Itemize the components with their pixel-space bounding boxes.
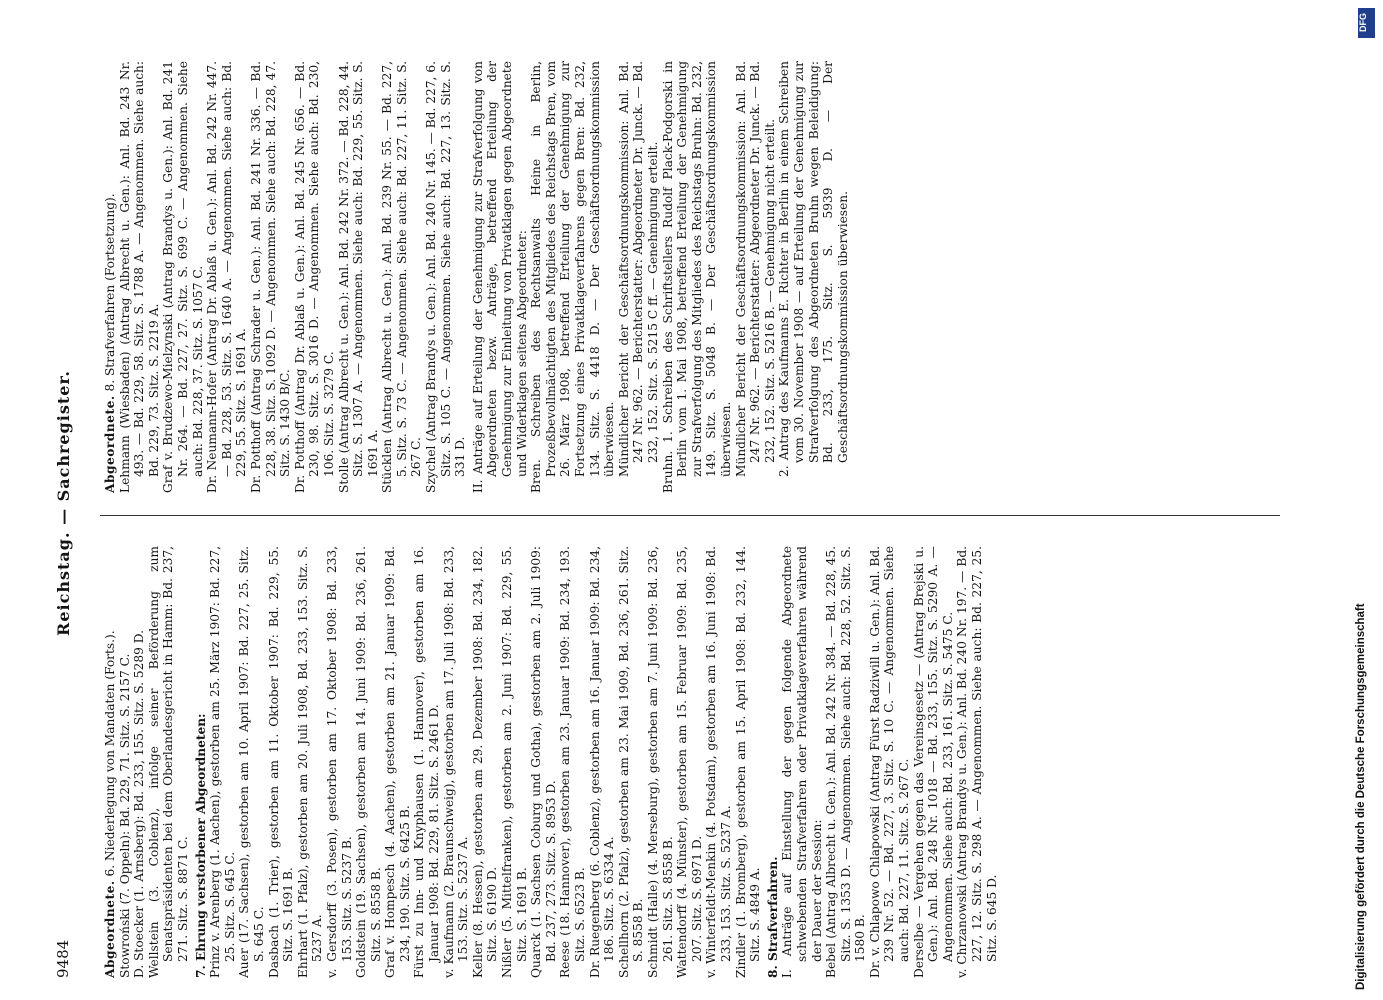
entry: Quarck (1. Sachsen Coburg und Gotha), gestorben am 2. Juli 1909: Bd. 237, 273. Sitz. S. 8953 D. <box>529 546 558 978</box>
entry: Dr. Neumann-Hofer (Antrag Dr. Ablaß u. Gen.): Anl. Bd. 242 Nr. 447. — Bd. 228, 53. Sitz. S. 1640 A. — Angenommen. Siehe auch: Bd. 229, 55. Sitz. S. 1691 A. <box>205 61 249 493</box>
entry: Bruhn. 1. Schreiben des Schriftstellers Rudolf Plack-Podgorski in Berlin vom 1. Mai 1908, betreffend Erteilung der Genehmigung zur Strafverfolgung des Mitgliedes des Reichstags Bruhn: Bd. 232, 149. Sitz. S. 5048 B. — Der Geschäftsordnungskommission überwiesen. <box>660 61 733 493</box>
page-header <box>50 28 92 978</box>
right-column-subheading: 8. Strafverfahren (Fortsetzung). <box>103 193 117 392</box>
entry: Dr. Ruegenberg (6. Coblenz), gestorben am 16. Januar 1909: Bd. 234, 186. Sitz. S. 6334 A. <box>587 546 617 978</box>
section-heading: 8. Strafverfahren. <box>765 856 780 978</box>
entry: Prinz v. Arenberg (1. Aachen), gestorben am 25. März 1907: Bd. 227, 25. Sitz. S. 645 C. <box>208 546 237 978</box>
entry: Stolle (Antrag Albrecht u. Gen.): Anl. Bd. 242 Nr. 372. — Bd. 228, 44. Sitz. S. 1307 A. — Angenommen. Siehe auch: Bd. 229, 55. Sitz. S. 1691 A. <box>336 61 380 493</box>
page-number: 9484 <box>54 939 72 978</box>
subsection-intro: I. Anträge auf Einstellung der gegen folgende Abgeordnete schwebenden Strafverfahren oder Privatklageverfahren während der Dauer der Session: <box>780 546 824 978</box>
entry: Nißler (5. Mittelfranken), gestorben am 2. Juni 1907: Bd. 229, 55. Sitz. S. 1691 B. <box>500 546 529 978</box>
entry: Reese (18. Hannover), gestorben am 23. Januar 1909: Bd. 234, 193. Sitz. S. 6523 B. <box>558 546 587 978</box>
entry: Keller (8. Hessen), gestorben am 29. Dezember 1908: Bd. 234, 182. Sitz. S. 6190 D. <box>470 546 500 978</box>
left-column-subheading: 6. Niederlegung von Mandaten (Forts.). <box>103 630 117 877</box>
right-column <box>100 61 1340 493</box>
left-column-heading <box>103 546 118 978</box>
entry: Zindler (1. Bromberg), gestorben am 15. April 1908: Bd. 232, 144. Sitz. S. 4849 A. <box>733 546 763 978</box>
entry: Wattendorff (4. Münster), gestorben am 15. Februar 1909: Bd. 235, 207. Sitz. S. 6971 D. <box>675 546 704 978</box>
section-heading: 7. Ehrung verstorbener Abgeordneten: <box>193 713 208 978</box>
digitization-credit: Digitalisierung gefördert durch die Deutsche Forschungsgemeinschaft <box>1355 603 1367 990</box>
entry: Wellstein (3. Coblenz), infolge seiner Beförderung zum Senatspräsidenten bei dem Oberlandesgericht in Hamm: Bd. 237, 271. Sitz. S. 8871 C. <box>146 546 190 978</box>
entry: v. Chrzanowski (Antrag Brandys u. Gen.): Anl. Bd. 240 Nr. 197. — Bd. 227, 12. Sitz. S. 298 A. — Angenommen. Siehe auch: Bd. 227, 25. Sitz. S. 645 D. <box>955 546 999 978</box>
entry: v. Gersdorff (3. Posen), gestorben am 17. Oktober 1908: Bd. 233, 153. Sitz. S. 5237 B. <box>324 546 354 978</box>
entry: Mündlicher Bericht der Geschäftsordnungskommission: Anl. Bd. 247 Nr. 962. — Berichterstatter: Abgeordneter Dr. Junck. — Bd. 232, 152. Sitz. S. 5216 B. — Genehmigung nicht erteilt. <box>733 61 777 477</box>
entry: 2. Antrag des Kaufmanns E. Richter in Berlin in einem Schreiben vom 30. November 1908 — auf Erteilung der Genehmigung zur Strafverfolgung des Abgeordneten Bruhn wegen Beleidigung: Bd. 233, 175. Sitz. S. 5939 D. — Der Geschäftsordnungskommission überwiesen. <box>777 61 850 477</box>
entry: Auer (17. Sachsen), gestorben am 10. April 1907: Bd. 227, 25. Sitz. S. 645 C. <box>237 546 266 978</box>
left-column <box>100 546 1340 978</box>
entry: Ehrhart (1. Pfalz), gestorben am 20. Juli 1908, Bd. 233, 153. Sitz. S. 5237 A. <box>295 546 325 978</box>
entry: Fürst zu Inn- und Knyphausen (1. Hannover), gestorben am 16. Januar 1908: Bd. 229, 81. Sitz. S. 2461 D. <box>412 546 442 978</box>
entry: Bebel (Antrag Albrecht u. Gen.): Anl. Bd. 242 Nr. 384. — Bd. 228, 45. Sitz. S. 1353 D. — Angenommen. Siehe auch: Bd. 228, 52. Sitz. S. 1580 B. <box>824 546 868 978</box>
entry: Graf v. Brudzewo-Mielzynski (Antrag Brandys u. Gen.): Anl. Bd. 241 Nr. 264. — Bd. 227, 27. Sitz. S. 699 C. — Angenommen. Siehe auch: Bd. 228, 37. Sitz. S. 1057 C. <box>161 61 205 493</box>
rotated-page-content <box>50 28 1340 978</box>
entry: Stowroński (7. Oppeln): Bd. 229, 71. Sitz. S. 2157 C. <box>117 653 132 978</box>
entry: Dr. v. Chlapowo Chlapowski (Antrag Fürst Radziwill u. Gen.): Anl. Bd. 239 Nr. 52. — Bd. 227, 3. Sitz. S. 10 C. — Angenommen. Siehe auch: Bd. 227, 11. Sitz. S. 267 C. <box>867 546 912 978</box>
dfg-logo: DFG <box>1358 8 1375 38</box>
entry: v. Winterfeldt-Menkin (4. Potsdam), gestorben am 16. Juni 1908: Bd. 233, 153. Sitz. S. 5237 A. <box>704 546 733 978</box>
entry: Mündlicher Bericht der Geschäftsordnungskommission: Anl. Bd. 247 Nr. 962. — Berichterstatter: Abgeordneter Dr. Junck. — Bd. 232, 152. Sitz. S. 5215 C ff. — Genehmigung erteilt. <box>616 61 660 477</box>
entry: Derselbe — Vergehen gegen das Vereinsgesetz — (Antrag Brejski u. Gen.): Anl. Bd. 248 Nr. 1018 — Bd. 233, 155. Sitz. S. 5290 A. — Angenommen. Siehe auch: Bd. 233, 161. Sitz. S. 5475 C. <box>911 546 955 978</box>
right-column-heading <box>103 61 118 493</box>
left-column-head: Abgeordnete. <box>103 880 117 978</box>
entry: D. Stoecker (1. Arnsberg): Bd. 233, 155. Sitz. S. 5289 D. <box>132 630 147 978</box>
entry: v. Kaufmann (2. Braunschweig), gestorben am 17. Juli 1908: Bd. 233, 153. Sitz. S. 5237 A. <box>441 546 471 978</box>
page-title: Reichstag. — Sachregister. <box>54 370 73 636</box>
entry: Dr. Potthoff (Antrag Dr. Ablaß u. Gen.): Anl. Bd. 245 Nr. 656. — Bd. 230, 98. Sitz. S. 3016 D. — Angenommen. Siehe auch: Bd. 230, 106. Sitz. S. 3279 C. <box>292 61 336 493</box>
column-divider <box>100 515 1280 516</box>
entry: Dr. Potthoff (Antrag Schrader u. Gen.): Anl. Bd. 241 Nr. 336. — Bd. 228, 38. Sitz. S. 1092 D. — Angenommen. Siehe auch: Bd. 228, 47. Sitz. S. 1430 B/C. <box>248 61 293 493</box>
entry: Stücklen (Antrag Albrecht u. Gen.): Anl. Bd. 239 Nr. 55. — Bd. 227, 5. Sitz. S. 73 C. — Angenommen. Siehe auch: Bd. 227, 11. Sitz. S. 267 C. <box>380 61 424 493</box>
entry: Schmidt (Halle) (4. Merseburg), gestorben am 7. Juni 1909: Bd. 236, 261. Sitz. S. 8558 B. <box>645 546 675 978</box>
entry: Graf v. Hompesch (4. Aachen), gestorben am 21. Januar 1909: Bd. 234, 190. Sitz. S. 6425 B. <box>383 546 412 978</box>
entry: Goldstein (19. Sachsen), gestorben am 14. Juni 1909: Bd. 236, 261. Sitz. S. 8558 B. <box>354 546 383 978</box>
entry: Szychel (Antrag Brandys u. Gen.): Anl. Bd. 240 Nr. 145. — Bd. 227, 6. Sitz. S. 105 C. — Angenommen. Siehe auch: Bd. 227, 13. Sitz. S. 331 D. <box>424 61 468 493</box>
entry: Lehmann (Wiesbaden) (Antrag Albrecht u. Gen.): Anl. Bd. 243 Nr. 493. — Bd. 229, 58. Sitz. S. 1788 A. — Angenommen. Siehe auch: Bd. 229, 73. Sitz. S. 2219 A. <box>117 61 161 493</box>
entry: Bren. Schreiben des Rechtsanwalts Heine in Berlin, Prozeßbevollmächtigten des Mitgliedes des Reichstags Bren, vom 26. März 1908, betreffend Erteilung der Genehmigung zur Fortsetzung eines Privatklageverfahrens gegen Bren: Bd. 232, 134. Sitz. S. 4418 D. — Der Geschäftsordnungskommission überwiesen. <box>529 61 617 493</box>
right-column-head: Abgeordnete. <box>103 395 117 493</box>
subsection-intro: II. Anträge auf Erteilung der Genehmigung zur Strafverfolgung von Abgeordneten bezw. Anträge, betreffend Erteilung der Genehmigung zur Einleitung von Privatklagen gegen Abgeordnete und Widerklagen seitens Abgeordneter: <box>470 61 529 493</box>
entry: Dasbach (1. Trier), gestorben am 11. Oktober 1907: Bd. 229, 55. Sitz. S. 1691 B. <box>266 546 296 978</box>
entry: Schellhorn (2. Pfalz), gestorben am 23. Mai 1909, Bd. 236, 261. Sitz. S. 8558 B. <box>616 546 646 978</box>
